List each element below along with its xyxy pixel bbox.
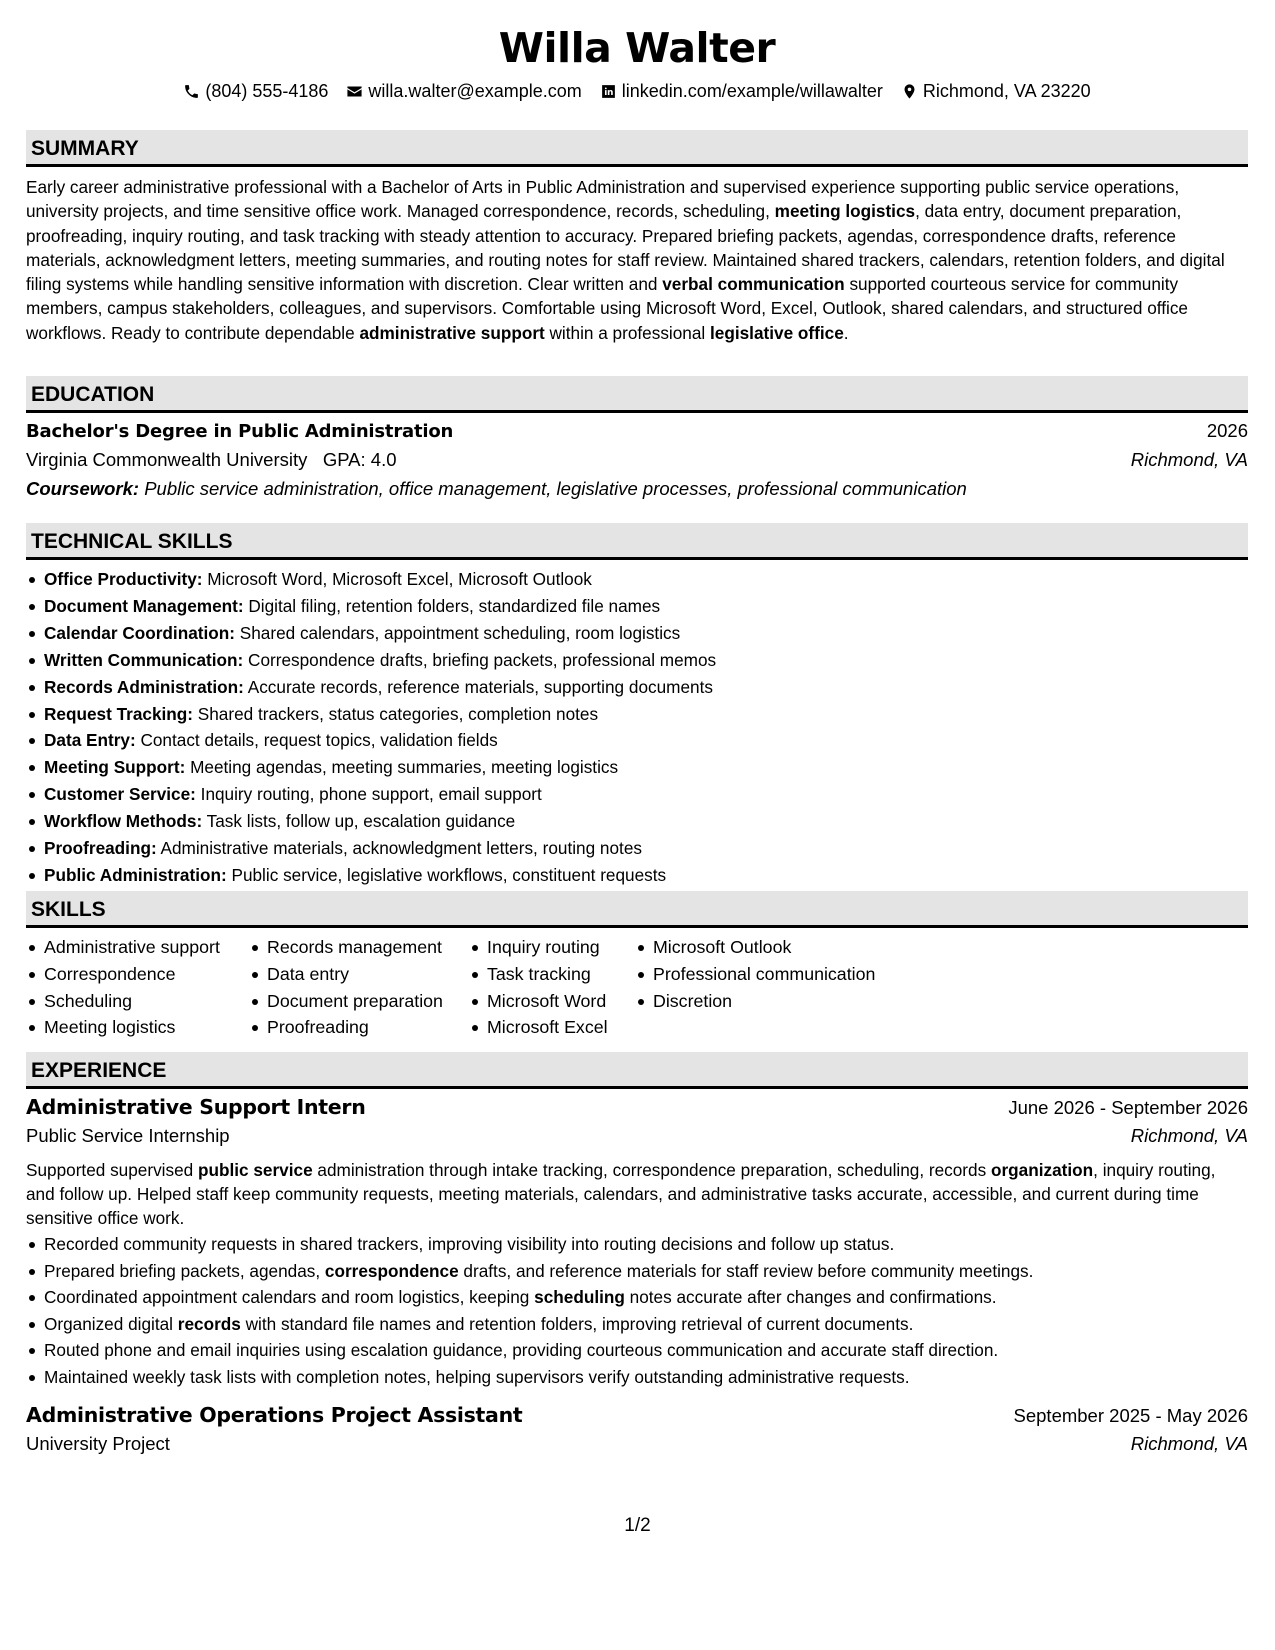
skill-category: Request Tracking: xyxy=(44,703,193,724)
skills-column xyxy=(469,934,635,1041)
skill-values: Administrative materials, acknowledgment letters, routing notes xyxy=(156,838,642,859)
job-entry xyxy=(26,1403,1248,1462)
job-bullet-item xyxy=(26,1337,1248,1364)
skill-values: Public service, legislative workflows, constituent requests xyxy=(226,864,667,885)
job-title: Administrative Support Intern xyxy=(26,1095,366,1119)
emphasis-text: scheduling xyxy=(534,1287,625,1307)
skill-item: Professional communication xyxy=(635,961,895,988)
candidate-name: Willa Walter xyxy=(498,24,776,72)
technical-skill-item xyxy=(26,674,1248,701)
text-run: within a professional xyxy=(544,322,711,343)
text-run: Recorded community requests in shared trackers, improving visibility into routing decisions and follow up status. xyxy=(44,1234,895,1254)
section-heading: SUMMARY xyxy=(26,130,1248,167)
job-dates: June 2026 - September 2026 xyxy=(1008,1097,1248,1118)
technical-skill-item xyxy=(26,781,1248,808)
skills-column xyxy=(635,934,895,1041)
emphasis-text: records xyxy=(177,1313,241,1334)
emphasis-text: administrative support xyxy=(359,322,545,343)
technical-skill-item xyxy=(26,566,1248,593)
section-heading: EDUCATION xyxy=(26,376,1248,413)
skill-values: Accurate records, reference materials, supporting documents xyxy=(243,676,713,697)
contact-phone xyxy=(183,78,328,104)
skill-category: Customer Service: xyxy=(44,784,196,805)
job-location: Richmond, VA xyxy=(1130,1125,1248,1146)
skill-item: Microsoft Word xyxy=(469,988,635,1015)
graduation-year: 2026 xyxy=(1206,420,1248,441)
coursework-text: Public service administration, office management, legislative processes, professional communication xyxy=(144,478,967,499)
technical-skill-item xyxy=(26,835,1248,862)
emphasis-text: correspondence xyxy=(324,1260,459,1281)
text-run: supported courteous service for community members, campus stakeholders, colleagues, and supervisors. Comfortable using Microsoft Word, Excel, Outlook, shared calendars, and structured office workflows. Ready to contribute dependable xyxy=(26,274,1188,343)
skill-category: Public Administration: xyxy=(44,864,227,885)
text-run: Coordinated appointment calendars and room logistics, keeping xyxy=(44,1287,535,1307)
emphasis-text: meeting logistics xyxy=(774,201,916,222)
skill-values: Inquiry routing, phone support, email support xyxy=(195,784,542,805)
skill-values: Correspondence drafts, briefing packets, professional memos xyxy=(243,649,717,670)
text-run: drafts, and reference materials for staff review before community meetings. xyxy=(458,1260,1034,1281)
technical-skills-section xyxy=(26,523,1248,889)
resume-page xyxy=(26,0,1248,1650)
location-text: Richmond, VA 23220 xyxy=(922,81,1091,101)
skill-item: Task tracking xyxy=(469,961,635,988)
text-run: Maintained weekly task lists with completion notes, helping supervisors verify outstanding administrative requests. xyxy=(44,1366,910,1387)
gpa: GPA: 4.0 xyxy=(322,449,397,470)
technical-skill-item xyxy=(26,862,1248,889)
skill-item: Inquiry routing xyxy=(469,934,635,961)
skill-category: Records Administration: xyxy=(44,676,244,697)
skill-category: Workflow Methods: xyxy=(44,811,203,832)
summary-section xyxy=(26,130,1248,345)
text-run: Routed phone and email inquiries using escalation guidance, providing courteous communication and accurate staff direction. xyxy=(44,1340,999,1360)
page-number: 1/2 xyxy=(624,1515,651,1536)
job-bullet-item xyxy=(26,1284,1248,1311)
summary-paragraph xyxy=(26,175,1248,345)
section-heading: TECHNICAL SKILLS xyxy=(26,523,1248,560)
job-bullet-item xyxy=(26,1258,1248,1285)
skills-section xyxy=(26,891,1248,1041)
coursework-line xyxy=(26,478,1248,507)
skill-item: Microsoft Excel xyxy=(469,1014,635,1041)
job-organization: Public Service Internship xyxy=(26,1125,230,1146)
skill-values: Shared trackers, status categories, completion notes xyxy=(193,703,599,724)
emphasis-text: public service xyxy=(197,1160,313,1180)
text-run: notes accurate after changes and confirmations. xyxy=(624,1287,997,1307)
job-org-row xyxy=(26,1125,1248,1154)
text-run: with standard file names and retention folders, improving retrieval of current documents. xyxy=(240,1313,914,1334)
emphasis-text: organization xyxy=(990,1160,1094,1180)
text-run: , inquiry routing, and follow up. Helped staff keep community requests, meeting materials, calendars, and administrative tasks accurate, accessible, and current during time sensitive office work. xyxy=(26,1160,1216,1228)
contact-email[interactable] xyxy=(346,78,581,104)
skill-category: Document Management: xyxy=(44,595,244,616)
technical-skill-item xyxy=(26,593,1248,620)
skill-values: Digital filing, retention folders, standardized file names xyxy=(243,595,661,616)
job-header-row xyxy=(26,1403,1248,1433)
skill-values: Meeting agendas, meeting summaries, meeting logistics xyxy=(185,757,619,778)
text-run: , data entry, document preparation, proofreading, inquiry routing, and task tracking with steady attention to accuracy. Prepared briefing packets, agendas, correspondence drafts, reference materials, acknowledgment letters, meeting summaries, and routing notes for staff review. Maintained shared trackers, calendars, retention folders, and digital filing systems while handling sensitive information with discretion. Clear written and xyxy=(26,201,1225,295)
skill-category: Proofreading: xyxy=(44,838,157,859)
coursework-label: Coursework: xyxy=(26,478,140,499)
map-pin-icon xyxy=(901,83,918,100)
job-org-row xyxy=(26,1433,1248,1462)
job-organization: University Project xyxy=(26,1433,170,1454)
contact-location xyxy=(901,78,1091,104)
skill-values: Contact details, request topics, validation fields xyxy=(135,730,498,751)
education-section xyxy=(26,376,1248,507)
text-run: Supported supervised xyxy=(26,1160,198,1180)
section-heading: EXPERIENCE xyxy=(26,1052,1248,1089)
text-run: . xyxy=(843,322,849,343)
text-run: Prepared briefing packets, agendas, xyxy=(44,1260,325,1281)
emphasis-text: legislative office xyxy=(710,322,844,343)
skill-category: Calendar Coordination: xyxy=(44,622,235,643)
email-text[interactable]: willa.walter@example.com xyxy=(368,81,582,101)
skill-item: Scheduling xyxy=(26,988,249,1015)
experience-section xyxy=(26,1052,1248,1462)
technical-skill-item xyxy=(26,620,1248,647)
skill-item: Discretion xyxy=(635,988,895,1015)
technical-skill-item xyxy=(26,808,1248,835)
technical-skills-list xyxy=(26,566,1248,889)
school-name: Virginia Commonwealth University xyxy=(26,449,308,470)
technical-skill-item xyxy=(26,754,1248,781)
skill-item: Document preparation xyxy=(249,988,469,1015)
skill-item: Microsoft Outlook xyxy=(635,934,895,961)
skills-column xyxy=(249,934,469,1041)
envelope-icon xyxy=(346,83,363,100)
phone-text: (804) 555-4186 xyxy=(205,81,329,101)
text-run: administration through intake tracking, correspondence preparation, scheduling, records xyxy=(312,1160,991,1180)
skill-item: Administrative support xyxy=(26,934,249,961)
education-school-row xyxy=(26,449,1248,478)
job-dates: September 2025 - May 2026 xyxy=(1013,1405,1248,1426)
skill-item: Proofreading xyxy=(249,1014,469,1041)
contact-linkedin[interactable] xyxy=(600,78,883,104)
job-bullet-item xyxy=(26,1364,1248,1391)
text-run: Early career administrative professional with a Bachelor of Arts in Public Administration and supervised experience supporting public service operations, university projects, and time sensitive office work. Managed correspondence, records, scheduling, xyxy=(26,177,1180,222)
skill-item: Correspondence xyxy=(26,961,249,988)
degree-title: Bachelor's Degree in Public Administration xyxy=(26,421,454,442)
linkedin-text[interactable]: linkedin.com/example/willawalter xyxy=(621,81,883,101)
skill-category: Office Productivity: xyxy=(44,569,203,589)
emphasis-text: verbal communication xyxy=(662,274,845,295)
technical-skill-item xyxy=(26,727,1248,754)
job-header-row xyxy=(26,1095,1248,1125)
skill-item: Data entry xyxy=(249,961,469,988)
skills-grid xyxy=(26,934,1248,1041)
skill-category: Data Entry: xyxy=(44,730,136,751)
linkedin-icon xyxy=(600,83,617,100)
skill-item: Records management xyxy=(249,934,469,961)
school-line xyxy=(26,449,397,471)
phone-icon xyxy=(183,83,200,100)
skill-category: Meeting Support: xyxy=(44,757,186,778)
contact-bar xyxy=(26,78,1248,104)
school-location: Richmond, VA xyxy=(1130,449,1248,470)
technical-skill-item xyxy=(26,701,1248,728)
text-run: Organized digital xyxy=(44,1313,178,1334)
skill-values: Task lists, follow up, escalation guidance xyxy=(202,811,516,832)
job-bullets xyxy=(26,1231,1248,1390)
job-entry xyxy=(26,1095,1248,1390)
job-bullet-item xyxy=(26,1311,1248,1338)
skill-category: Written Communication: xyxy=(44,649,244,670)
job-title: Administrative Operations Project Assistant xyxy=(26,1403,523,1427)
job-description xyxy=(26,1158,1248,1230)
education-degree-row xyxy=(26,420,1248,449)
skills-column xyxy=(26,934,249,1041)
skill-values: Shared calendars, appointment scheduling, room logistics xyxy=(234,622,681,643)
job-location: Richmond, VA xyxy=(1130,1433,1248,1454)
technical-skill-item xyxy=(26,647,1248,674)
job-bullet-item xyxy=(26,1231,1248,1258)
skill-values: Microsoft Word, Microsoft Excel, Microsoft Outlook xyxy=(202,569,592,589)
section-heading: SKILLS xyxy=(26,891,1248,928)
skill-item: Meeting logistics xyxy=(26,1014,249,1041)
